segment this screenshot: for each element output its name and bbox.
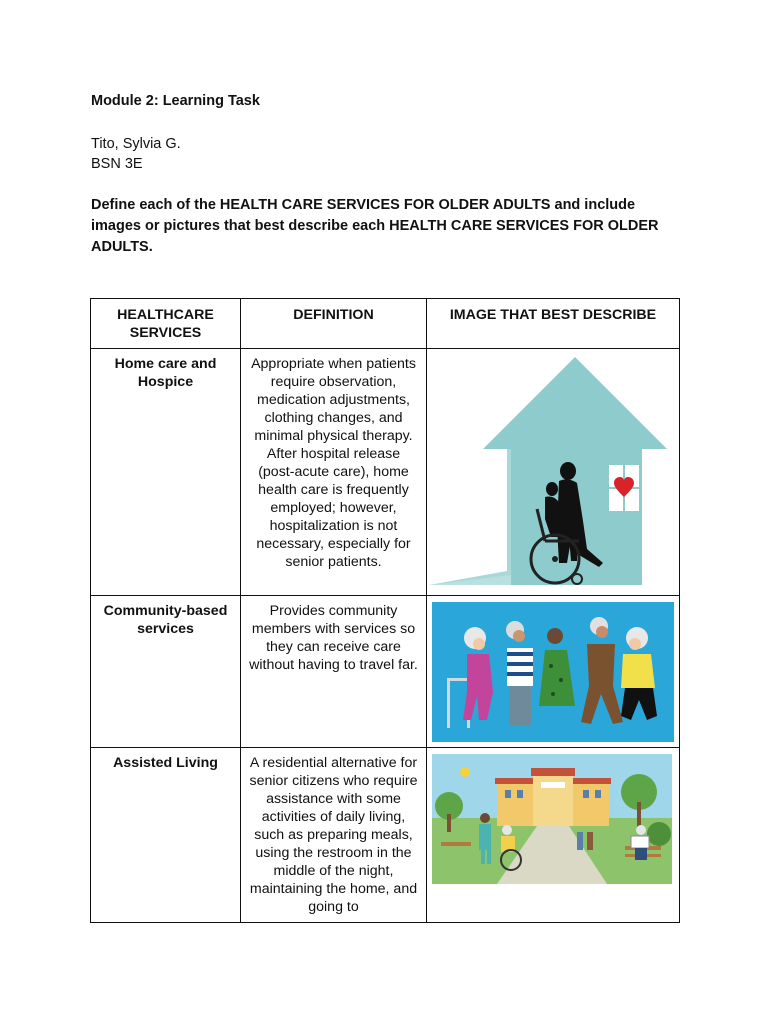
assisted-living-park-illustration <box>427 748 680 922</box>
table-row <box>91 349 680 596</box>
author-block <box>91 134 181 174</box>
author-section: BSN 3E <box>91 156 143 172</box>
column-header-definition: DEFINITION <box>241 299 427 349</box>
table-header-row <box>91 299 680 349</box>
service-name: Assisted Living <box>91 748 241 923</box>
instructions: Define each of the HEALTH CARE SERVICES FOR OLDER ADULTS and include images or pictures that best describe each HEALTH CARE SERVICES FOR OLDER ADULTS. <box>91 197 659 255</box>
service-image-cell <box>427 349 680 596</box>
service-image-cell <box>427 596 680 748</box>
column-header-image: IMAGE THAT BEST DESCRIBE <box>427 299 680 349</box>
service-image-cell <box>427 748 680 923</box>
seniors-dancing-illustration <box>427 596 680 747</box>
table-row <box>91 596 680 748</box>
service-name: Home care and Hospice <box>91 349 241 596</box>
service-definition: Appropriate when patients require observation, medication adjustments, clothing changes, and minimal physical therapy. After hospital release (post-acute care), home health care is frequently employed; however, hospitalization is not necessary, especially for senior patients. <box>241 349 427 596</box>
column-header-services: HEALTHCARE SERVICES <box>91 299 241 349</box>
page-title: Module 2: Learning Task <box>91 93 260 109</box>
house-wheelchair-illustration <box>427 349 680 595</box>
service-definition: Provides community members with services so they can receive care without having to travel far. <box>241 596 427 748</box>
table-row <box>91 748 680 923</box>
services-table <box>90 298 680 923</box>
service-name: Community-based services <box>91 596 241 748</box>
author-name: Tito, Sylvia G. <box>91 136 181 152</box>
service-definition: A residential alternative for senior citizens who require assistance with some activities of daily living, such as preparing meals, using the restroom in the middle of the night, maintaining the home, and going to <box>241 748 427 923</box>
